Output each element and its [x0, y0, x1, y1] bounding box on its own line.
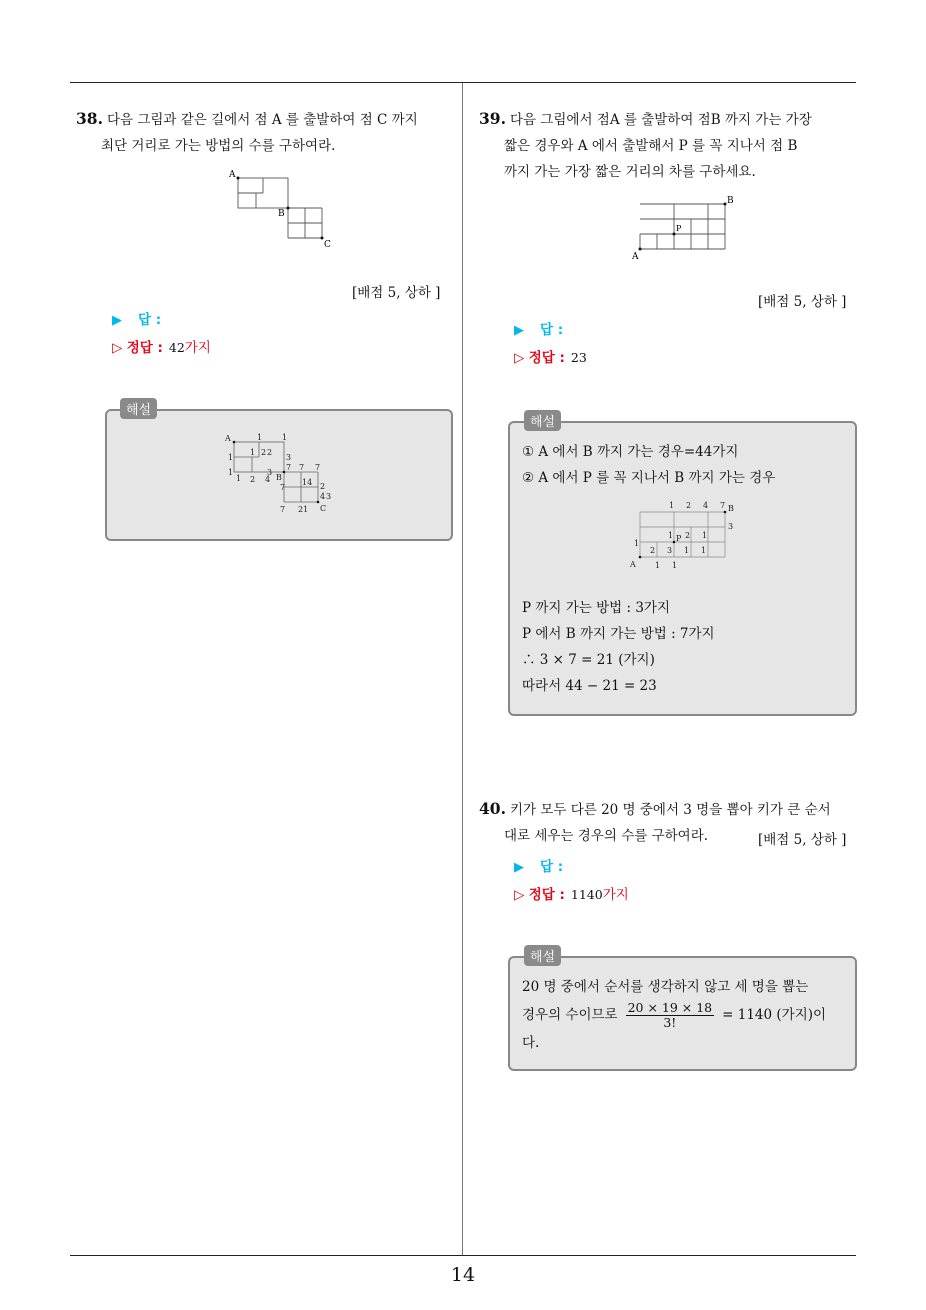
correct-label: 정답 : — [126, 340, 163, 356]
explanation-figure-39 — [624, 498, 740, 572]
play-icon: ▶ — [514, 860, 524, 875]
grid-figure-39 — [628, 192, 740, 264]
path-count: 1 — [236, 474, 242, 483]
question-line-2: 대로 세우는 경우의 수를 구하여라. — [504, 828, 709, 844]
point-b-label: B — [727, 196, 734, 206]
path-count: 2 — [685, 531, 691, 540]
fig-label-a: A — [630, 560, 636, 569]
open-triangle-icon: ▷ — [514, 350, 525, 366]
point-a-label: A — [632, 252, 639, 262]
answer-row-38 — [112, 308, 161, 328]
path-count: 1 — [702, 531, 708, 540]
correct-row-39 — [514, 346, 587, 366]
play-icon: ▶ — [514, 323, 524, 338]
path-count: 3 — [728, 522, 734, 531]
question-line-1: 다음 그림과 같은 길에서 점 A 를 출발하여 점 C 까지 — [106, 112, 418, 128]
path-count: 2 — [250, 475, 256, 484]
path-count: 2 — [650, 546, 656, 555]
correct-label: 정답 : — [528, 887, 565, 903]
problem-number: 39. — [479, 109, 506, 128]
correct-value: 42 — [168, 340, 185, 355]
open-triangle-icon: ▷ — [112, 340, 123, 356]
fraction-numerator: 20 × 19 × 18 — [627, 999, 713, 1015]
explanation-line: P 까지 가는 방법 : 3가지 — [522, 600, 671, 616]
page-number: 14 — [450, 1264, 476, 1286]
question-line-2: 최단 거리로 가는 방법의 수를 구하여라. — [101, 138, 336, 154]
path-count: 3 — [667, 546, 673, 555]
score-label-40: [배점 5, 상하 ] — [758, 832, 847, 848]
path-count: 1 — [228, 453, 234, 462]
explanation-tab-39: 해설 — [524, 410, 561, 431]
path-count: 14 — [302, 478, 313, 487]
explanation-line: 20 명 중에서 순서를 생각하지 않고 세 명을 뽑는 — [522, 979, 809, 995]
answer-row-39 — [514, 318, 563, 338]
bottom-rule — [70, 1255, 856, 1256]
grid-figure-38 — [226, 168, 338, 252]
answer-label: 답 : — [540, 322, 564, 338]
path-count: 7 — [280, 483, 286, 492]
point-c-label: C — [324, 240, 331, 250]
correct-row-40 — [514, 883, 629, 903]
explanation-line: 다. — [522, 1035, 540, 1051]
path-count: 3 — [326, 492, 332, 501]
path-count: 21 — [298, 505, 309, 514]
point-a-label: A — [229, 170, 236, 180]
path-count: 1 — [684, 546, 690, 555]
fig-label-p: P — [676, 534, 682, 543]
answer-row-40 — [514, 855, 563, 875]
path-count: 7 — [286, 463, 292, 472]
score-label-38: [배점 5, 상하 ] — [352, 285, 441, 301]
path-count: 1 — [701, 546, 707, 555]
score-label-39: [배점 5, 상하 ] — [758, 294, 847, 310]
explanation-text-39-bottom — [522, 595, 715, 699]
problem-38 — [76, 106, 456, 159]
path-count: 1 — [228, 468, 234, 477]
correct-unit: 가지 — [602, 887, 629, 903]
top-rule — [70, 82, 856, 83]
path-count: 1 — [669, 501, 675, 510]
problem-number: 40. — [479, 799, 506, 818]
path-count: 1 — [655, 561, 661, 570]
fraction — [626, 1001, 715, 1030]
fig-label-b: B — [728, 504, 734, 513]
path-count: 2 — [686, 501, 692, 510]
explanation-tab-38: 해설 — [120, 398, 157, 419]
path-count: 1 — [672, 561, 678, 570]
explanation-tab-40: 해설 — [524, 945, 561, 966]
path-count: 1 — [668, 531, 674, 540]
path-count: 4 — [703, 501, 709, 510]
question-line-2: 짧은 경우와 A 에서 출발해서 P 를 꼭 지나서 점 B — [504, 138, 798, 154]
column-divider — [462, 83, 463, 1255]
fraction-denominator: 3! — [663, 1014, 677, 1030]
path-count: 1 — [634, 539, 640, 548]
question-line-1: 키가 모두 다른 20 명 중에서 3 명을 뽑아 키가 큰 순서 — [509, 802, 831, 818]
path-count: 2 — [267, 448, 273, 457]
explanation-line: 경우의 수이므로 — [522, 1007, 618, 1023]
explanation-line: P 에서 B 까지 가는 방법 : 7가지 — [522, 626, 715, 642]
fig-label-c: C — [320, 504, 327, 513]
path-count: 2 — [261, 448, 267, 457]
correct-value: 23 — [570, 350, 587, 365]
explanation-line: ② A 에서 P 를 꼭 지나서 B 까지 가는 경우 — [522, 470, 776, 486]
path-count: 7 — [315, 463, 321, 472]
explanation-line: ① A 에서 B 까지 가는 경우=44가지 — [522, 444, 739, 460]
explanation-figure-38 — [222, 432, 338, 516]
correct-value: 1140 — [570, 887, 603, 902]
explanation-line: = 1140 (가지)이 — [722, 1007, 827, 1023]
path-count: 3 — [286, 453, 292, 462]
path-count: 7 — [280, 505, 286, 514]
question-line-1: 다음 그림에서 점A 를 출발하여 점B 까지 가는 가장 — [509, 112, 812, 128]
explanation-text-39-top — [522, 439, 775, 491]
problem-39 — [479, 106, 859, 185]
open-triangle-icon: ▷ — [514, 887, 525, 903]
explanation-line: 따라서 44 − 21 = 23 — [522, 678, 657, 694]
answer-label: 답 : — [138, 312, 162, 328]
fig-label-a: A — [225, 434, 231, 443]
correct-label: 정답 : — [528, 350, 565, 366]
path-count: 2 — [320, 482, 326, 491]
question-line-3: 까지 가는 가장 짧은 거리의 차를 구하세요. — [504, 164, 756, 180]
play-icon: ▶ — [112, 313, 122, 328]
path-count: 7 — [299, 463, 305, 472]
path-count: 3 — [267, 468, 273, 477]
answer-label: 답 : — [540, 859, 564, 875]
path-count: 7 — [720, 501, 726, 510]
path-count: 4 — [265, 475, 271, 484]
path-count: 1 — [250, 448, 256, 457]
correct-row-38 — [112, 336, 211, 356]
correct-unit: 가지 — [184, 340, 211, 356]
path-count: 1 — [257, 433, 263, 442]
path-count: 1 — [282, 433, 288, 442]
fig-label-b: B — [276, 473, 282, 482]
explanation-line: ∴ 3 × 7 = 21 (가지) — [522, 652, 655, 668]
problem-number: 38. — [76, 109, 103, 128]
point-b-label: B — [278, 209, 285, 219]
path-count: 4 — [320, 492, 326, 501]
explanation-text-40 — [522, 974, 852, 1056]
point-p-label: P — [676, 224, 682, 233]
